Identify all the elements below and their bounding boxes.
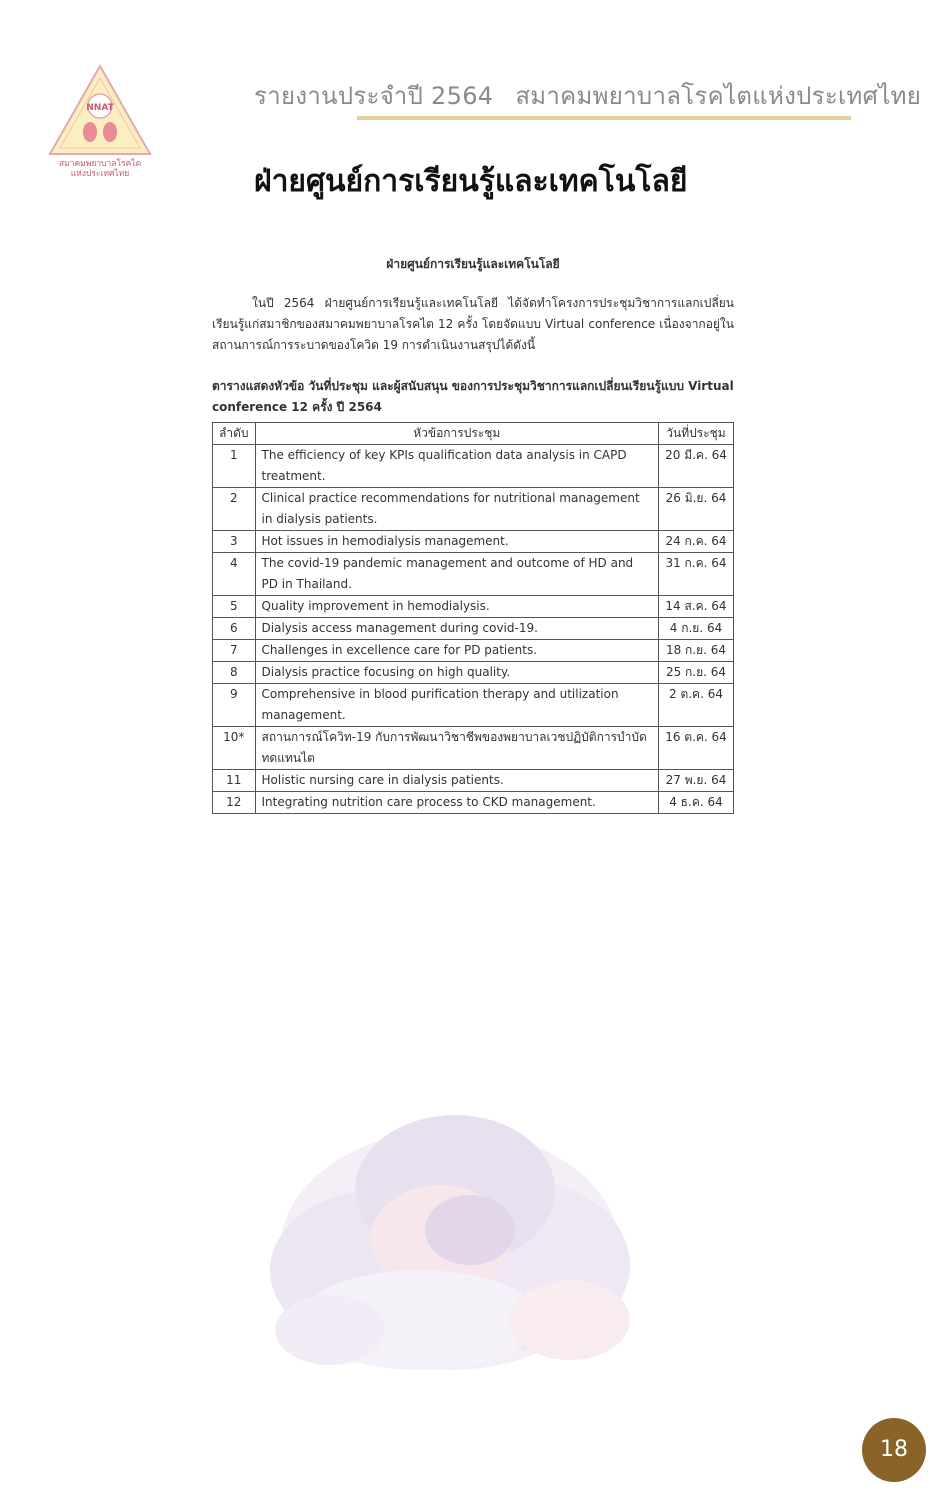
row-date: 16 ต.ค. 64: [659, 727, 734, 770]
report-year-label: รายงานประจำปี 2564: [254, 82, 494, 110]
header-date: วันที่ประชุม: [659, 423, 734, 445]
row-date: 26 มิ.ย. 64: [659, 488, 734, 531]
association-name: สมาคมพยาบาลโรคไตแห่งประเทศไทย: [515, 82, 922, 110]
table-row: [213, 553, 734, 596]
table-row: [213, 488, 734, 531]
table-row: [213, 596, 734, 618]
table-row: [213, 727, 734, 770]
table-row: [213, 662, 734, 684]
row-topic: The efficiency of key KPIs qualification data analysis in CAPD treatment.: [255, 445, 658, 488]
logo-caption-line1: สมาคมพยาบาลโรคไต: [58, 159, 142, 169]
row-topic: Hot issues in hemodialysis management.: [255, 531, 658, 553]
row-topic: Challenges in excellence care for PD patients.: [255, 640, 658, 662]
row-topic: Clinical practice recommendations for nutritional management in dialysis patients.: [255, 488, 658, 531]
row-number: 11: [213, 770, 256, 792]
row-number: 10*: [213, 727, 256, 770]
row-number: 12: [213, 792, 256, 814]
row-date: 2 ต.ค. 64: [659, 684, 734, 727]
row-number: 6: [213, 618, 256, 640]
table-row: [213, 684, 734, 727]
row-topic: Quality improvement in hemodialysis.: [255, 596, 658, 618]
row-number: 7: [213, 640, 256, 662]
page-title: ฝ่ายศูนย์การเรียนรู้และเทคโนโลยี: [254, 164, 688, 199]
table-caption: ตารางแสดงหัวข้อ วันที่ประชุม และผู้สนับสนุน ของการประชุมวิชาการแลกเปลี่ยนเรียนรู้แบบ Virtual conference 12 ครั้ง ปี 2564: [212, 379, 734, 414]
row-number: 2: [213, 488, 256, 531]
row-date: 4 ก.ย. 64: [659, 618, 734, 640]
report-header: [254, 76, 921, 115]
table-header-row: [213, 423, 734, 445]
page-number-badge: 18: [862, 1418, 926, 1482]
table-row: [213, 770, 734, 792]
table-row: [213, 640, 734, 662]
table-row: [213, 445, 734, 488]
scanned-document: [212, 254, 734, 814]
row-topic: Dialysis practice focusing on high quality.: [255, 662, 658, 684]
row-topic: Holistic nursing care in dialysis patients.: [255, 770, 658, 792]
row-topic: Dialysis access management during covid-19.: [255, 618, 658, 640]
logo-center-text: NNAT: [86, 103, 114, 113]
row-number: 9: [213, 684, 256, 727]
logo-triangle-icon: [46, 62, 154, 180]
row-number: 3: [213, 531, 256, 553]
row-date: 25 ก.ย. 64: [659, 662, 734, 684]
meeting-table: [212, 422, 734, 814]
flower-icon: [240, 1080, 660, 1400]
row-date: 20 มี.ค. 64: [659, 445, 734, 488]
row-date: 18 ก.ย. 64: [659, 640, 734, 662]
row-number: 8: [213, 662, 256, 684]
table-row: [213, 618, 734, 640]
row-date: 14 ส.ค. 64: [659, 596, 734, 618]
row-topic: Integrating nutrition care process to CKD management.: [255, 792, 658, 814]
row-date: 31 ก.ค. 64: [659, 553, 734, 596]
decorative-flower: [240, 1080, 660, 1400]
table-row: [213, 531, 734, 553]
logo-caption-line2: แห่งประเทศไทย: [70, 169, 130, 179]
row-topic: Comprehensive in blood purification therapy and utilization management.: [255, 684, 658, 727]
table-row: [213, 792, 734, 814]
row-number: 1: [213, 445, 256, 488]
row-date: 4 ธ.ค. 64: [659, 792, 734, 814]
row-topic: The covid-19 pandemic management and outcome of HD and PD in Thailand.: [255, 553, 658, 596]
association-logo: [46, 62, 154, 180]
document-paragraph: ในปี 2564 ฝ่ายศูนย์การเรียนรู้และเทคโนโลยี ได้จัดทำโครงการประชุมวิชาการแลกเปลี่ยนเรียนรู้แก่สมาชิกของสมาคมพยาบาลโรคไต 12 ครั้ง โดยจัดแบบ Virtual conference เนื่องจากอยู่ในสถานการณ์การระบาดของโควิด 19 การดำเนินงานสรุปได้ดังนี้: [212, 296, 734, 352]
row-date: 27 พ.ย. 64: [659, 770, 734, 792]
header-topic: หัวข้อการประชุม: [255, 423, 658, 445]
row-number: 5: [213, 596, 256, 618]
document-heading: ฝ่ายศูนย์การเรียนรู้และเทคโนโลยี: [386, 257, 560, 271]
header-order: ลำดับ: [213, 423, 256, 445]
row-number: 4: [213, 553, 256, 596]
row-topic: สถานการณ์โควิท-19 กับการพัฒนาวิชาชีพของพยาบาลเวชปฏิบัติการบำบัดทดแทนไต: [255, 727, 658, 770]
row-date: 24 ก.ค. 64: [659, 531, 734, 553]
header-divider: [357, 116, 851, 120]
